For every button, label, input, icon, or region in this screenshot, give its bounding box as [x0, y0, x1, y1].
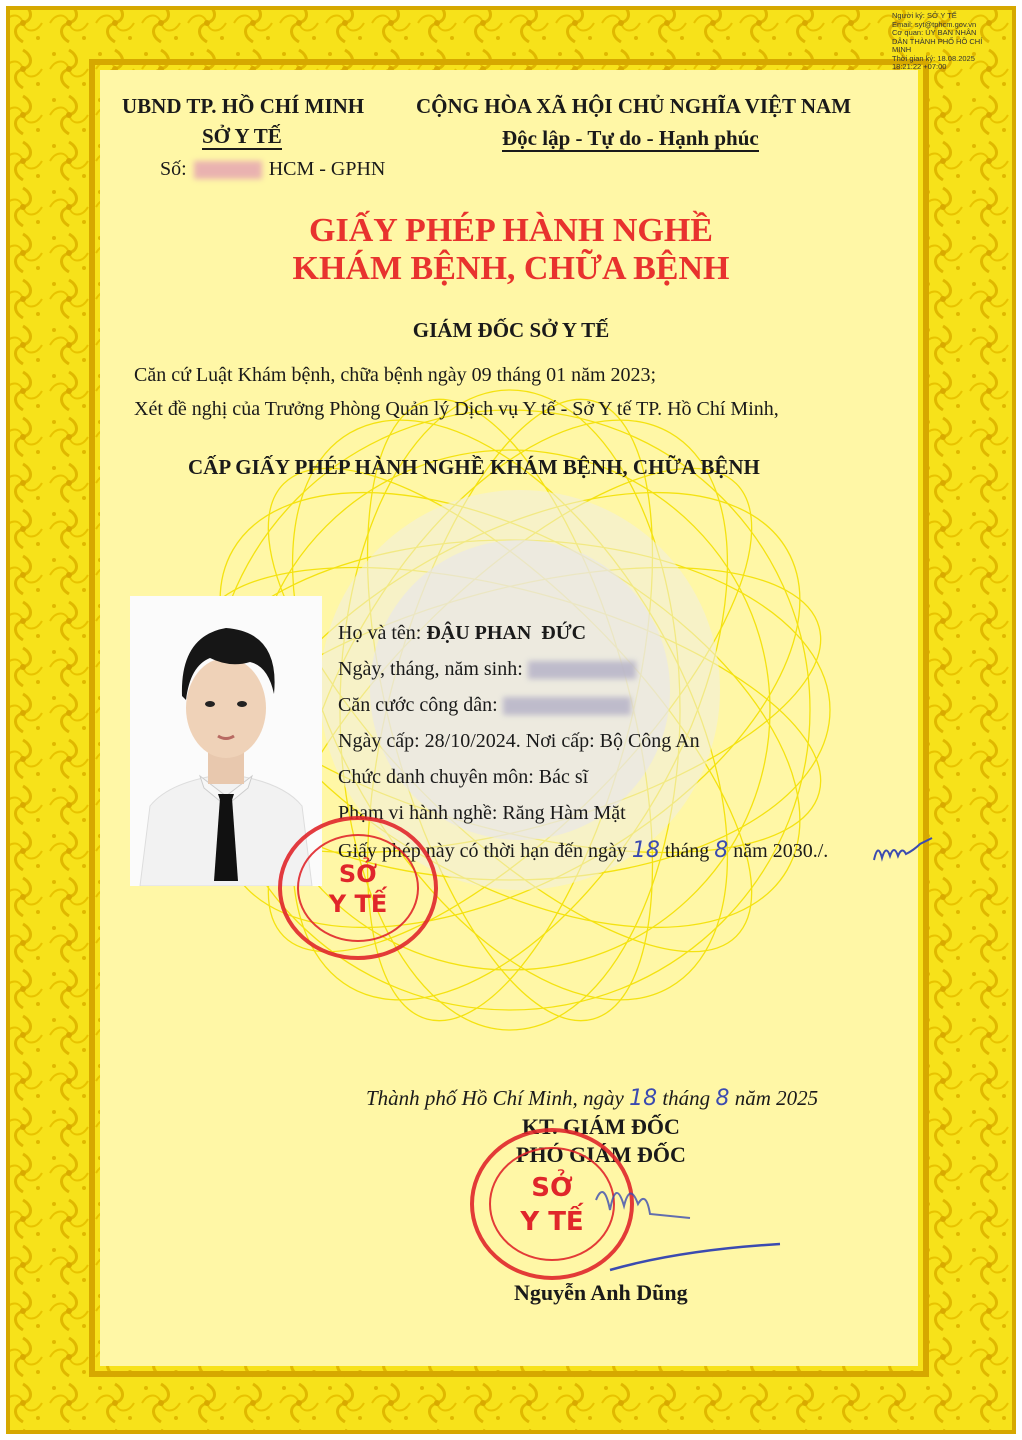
signature-email: Email: syt@tphcm.gov.vn [892, 19, 977, 29]
seal-center-2: Y TẾ [328, 890, 388, 918]
sign-day: 18 [629, 1086, 658, 1111]
basis-line-2: Xét đề nghị của Trưởng Phòng Quản lý Dịch vụ Y tế - Sở Y tế TP. Hồ Chí Minh, [134, 398, 779, 420]
signature-time-2: 18:21:22 +07:00 [892, 62, 947, 71]
validity-month-label: tháng [664, 840, 710, 862]
national-motto: Độc lập - Tự do - Hạnh phúc [502, 126, 759, 150]
signature-agency-1: Cơ quan: ỦY BAN NHÂN [892, 28, 977, 37]
dob-label: Ngày, tháng, năm sinh: [338, 658, 523, 680]
handwritten-signature-icon [590, 1170, 790, 1280]
name-label: Họ và tên: [338, 622, 422, 644]
validity-prefix: Giấy phép này có thời hạn đến ngày [338, 840, 627, 862]
official-seal-icon [274, 812, 442, 964]
place-date-prefix: Thành phố Hồ Chí Minh, ngày [366, 1086, 624, 1110]
sign-title-1: KT. GIÁM ĐỐC [522, 1114, 680, 1139]
basis-line-1: Căn cứ Luật Khám bệnh, chữa bệnh ngày 09 tháng 01 năm 2023; [134, 364, 657, 386]
validity-day: 18 [631, 838, 660, 863]
holder-scope-row: Phạm vi hành nghề: Răng Hàm Mặt [338, 802, 626, 824]
holder-name: ĐẬU PHAN ĐỨC [426, 622, 587, 644]
title-line-2: KHÁM BỆNH, CHỮA BỆNH [292, 250, 730, 287]
number-prefix: Số: [160, 158, 187, 180]
holder-name-row [338, 622, 586, 645]
sign-title-2: PHÓ GIÁM ĐỐC [516, 1142, 686, 1167]
title-line-1: GIẤY PHÉP HÀNH NGHỀ [309, 212, 713, 249]
digital-signature-block [892, 12, 982, 72]
signature-agency-2: DÂN THÀNH PHỐ HỒ CHÍ [892, 36, 983, 46]
signer-name: Nguyễn Anh Dũng [514, 1280, 688, 1305]
holder-issue-row: Ngày cấp: 28/10/2024. Nơi cấp: Bộ Công An [338, 730, 700, 752]
issuer-title: GIÁM ĐỐC SỞ Y TẾ [412, 318, 610, 342]
document-number [160, 158, 385, 181]
seal2-center-1: SỞ [531, 1173, 573, 1203]
signature-agency-3: MINH [892, 45, 912, 54]
grant-statement: CẤP GIẤY PHÉP HÀNH NGHỀ KHÁM BỆNH, CHỮA BỆNH [188, 455, 760, 479]
holder-dob-row [338, 658, 636, 681]
holder-id-row [338, 694, 631, 717]
seal-center-1: SỞ [338, 860, 378, 888]
redacted-number [194, 161, 262, 179]
holder-title-row: Chức danh chuyên môn: Bác sĩ [338, 766, 589, 788]
sign-month: 8 [715, 1086, 730, 1111]
validity-month: 8 [714, 838, 729, 863]
sign-month-label: tháng [662, 1086, 711, 1110]
signature-signer: Người ký: SỞ Y TẾ [892, 11, 957, 20]
signature-time-1: Thời gian ký: 18.08.2025 [892, 53, 975, 63]
redacted-dob [528, 661, 636, 679]
validity-year: năm 2030./. [733, 840, 829, 862]
authority-name: UBND TP. HỒ CHÍ MINH [122, 94, 365, 118]
redacted-id [503, 697, 631, 715]
country-name: CỘNG HÒA XÃ HỘI CHỦ NGHĨA VIỆT NAM [416, 94, 852, 118]
seal2-center-2: Y TẾ [520, 1207, 584, 1237]
sign-year: năm 2025 [734, 1086, 819, 1110]
place-date-row [366, 1086, 818, 1111]
number-suffix: HCM - GPHN [268, 158, 386, 180]
department-name: SỞ Y TẾ [202, 124, 282, 148]
id-label: Căn cước công dân: [338, 694, 498, 716]
initials-signature-icon [870, 836, 940, 866]
